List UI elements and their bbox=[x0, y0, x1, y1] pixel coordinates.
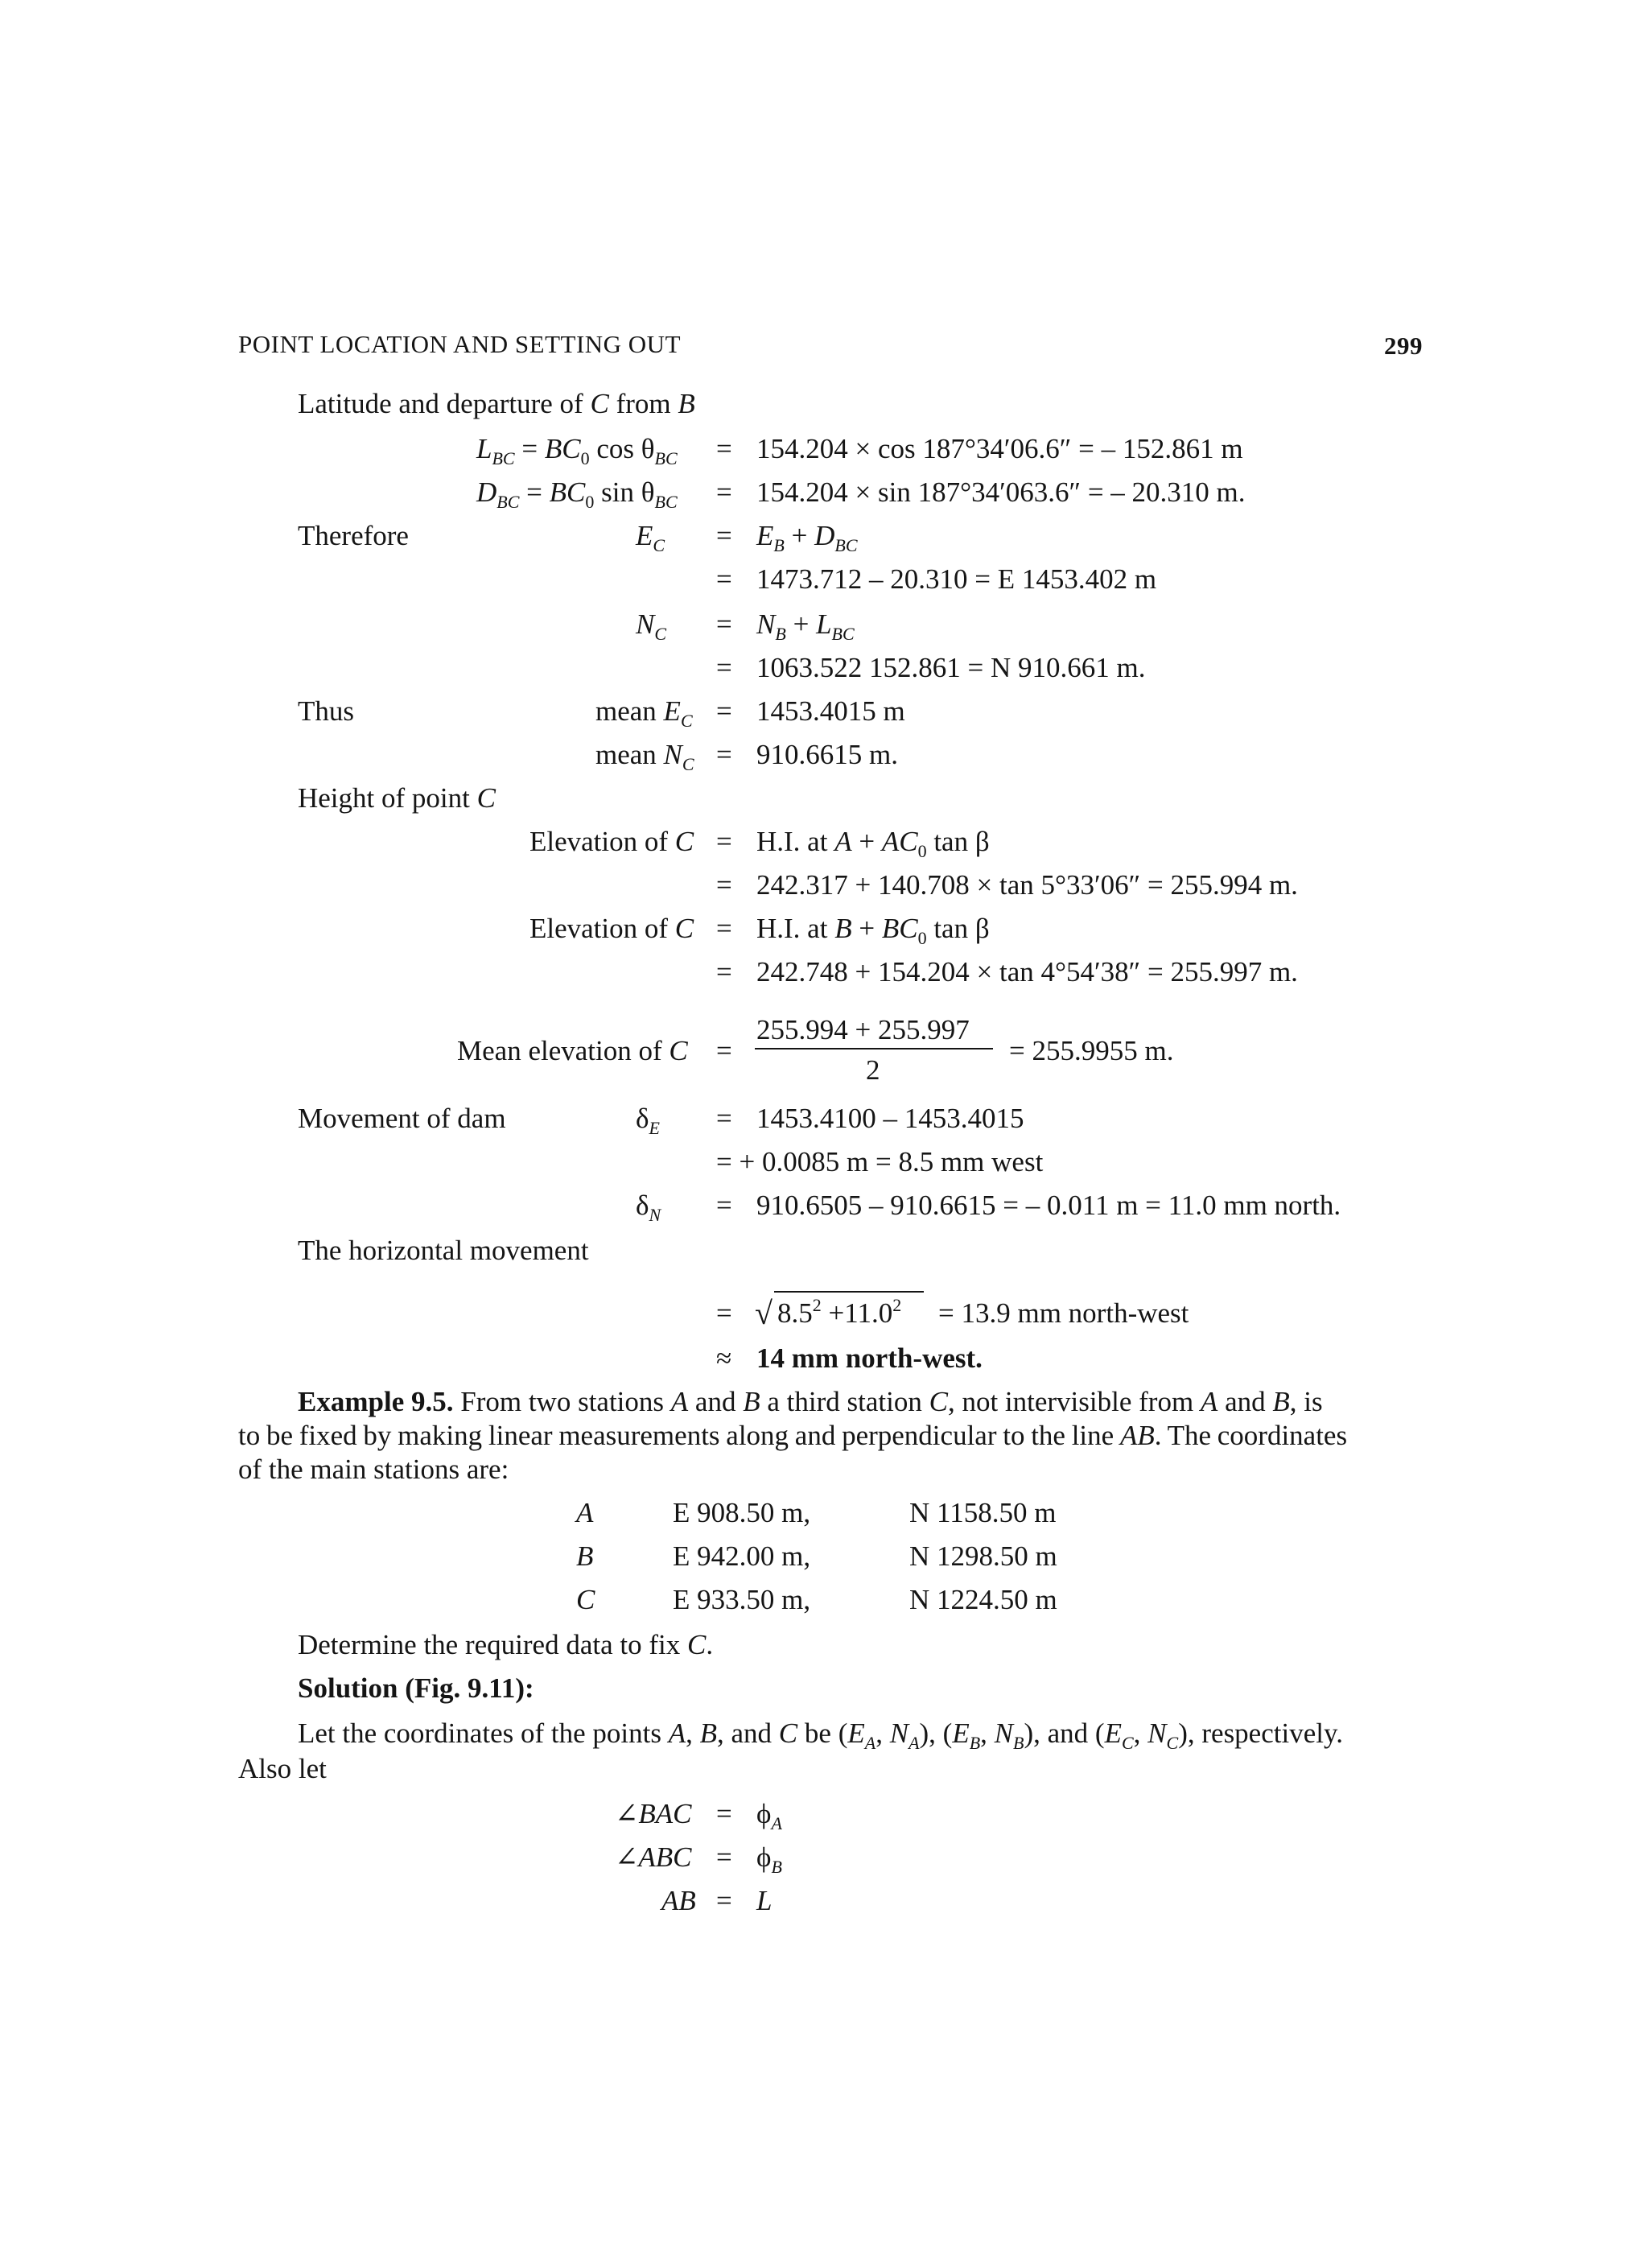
eq-sign: = bbox=[716, 956, 732, 988]
eq-sign: = bbox=[716, 652, 732, 683]
station-easting: E 933.50 m, bbox=[673, 1584, 811, 1615]
mean-nc-value: 910.6615 m. bbox=[756, 739, 898, 770]
thus-label: Thus bbox=[298, 695, 354, 727]
angle-abc: ∠ABC bbox=[615, 1841, 692, 1873]
sqrt-result: = 13.9 mm north-west bbox=[938, 1297, 1189, 1329]
eq-sign: = bbox=[716, 739, 732, 770]
elev-a-lhs: Elevation of C bbox=[529, 826, 694, 857]
mean-ec-lhs: mean $E_C$ bbox=[595, 695, 693, 731]
eq-sign: = bbox=[716, 1841, 732, 1873]
mean-denominator: 2 bbox=[866, 1054, 880, 1086]
elev-b-lhs: Elevation of C bbox=[529, 913, 694, 944]
mean-numerator: 255.994 + 255.997 bbox=[756, 1014, 970, 1045]
ec-lhs: $E_C$ bbox=[636, 520, 665, 555]
mean-elev-lhs: Mean elevation of C bbox=[457, 1035, 688, 1066]
eq-sign: = bbox=[716, 1297, 732, 1329]
delta-e-lhs: $\delta_E$ bbox=[636, 1103, 660, 1138]
d-bc-rhs: 154.204 × sin 187°34′063.6″ = – 20.310 m. bbox=[756, 476, 1246, 508]
sqrt-radicand: $8.5^2 +11.0^2$ bbox=[777, 1295, 902, 1329]
l-bc-rhs: 154.204 × cos 187°34′06.6″ = – 152.861 m bbox=[756, 433, 1243, 464]
delta-n-lhs: $\delta_N$ bbox=[636, 1190, 661, 1225]
delta-e-line1: 1453.4100 – 1453.4015 bbox=[756, 1103, 1024, 1134]
ab-label: AB bbox=[661, 1885, 696, 1916]
running-title: POINT LOCATION AND SETTING OUT bbox=[238, 330, 682, 358]
example-line1: Example 9.5. From two stations A and B a third station C, not intervisible from A and B, is bbox=[298, 1386, 1323, 1417]
sqrt-icon: √ bbox=[755, 1295, 772, 1331]
eq-sign: = bbox=[716, 1190, 732, 1221]
eq-sign: = bbox=[716, 1035, 732, 1066]
ec-line2: 1473.712 – 20.310 = E 1453.402 m bbox=[756, 563, 1157, 595]
mean-nc-lhs: mean $N_C$ bbox=[595, 739, 694, 774]
movement-label: Movement of dam bbox=[298, 1103, 506, 1134]
approx-icon: ≈ bbox=[716, 1342, 732, 1374]
example-line3: of the main stations are: bbox=[238, 1454, 509, 1485]
eq-sign: = bbox=[716, 563, 732, 595]
solution-label: Solution (Fig. 9.11): bbox=[298, 1672, 534, 1704]
station-northing: N 1158.50 m bbox=[909, 1497, 1057, 1528]
height-heading: Height of point C bbox=[298, 782, 496, 814]
station-easting: E 908.50 m, bbox=[673, 1497, 811, 1528]
elev-a-rhs: H.I. at $A + AC_0$ tan β bbox=[756, 826, 990, 861]
station-name: B bbox=[576, 1540, 594, 1572]
fraction-bar bbox=[755, 1048, 993, 1049]
horizontal-label: The horizontal movement bbox=[298, 1235, 589, 1266]
let-line1: Let the coordinates of the points A, B, and C be ($E_A$, $N_A$), ($E_B$, $N_B$), and ($E_C$, $N_C$), respectively. bbox=[298, 1717, 1343, 1753]
angle-bac: ∠BAC bbox=[615, 1798, 692, 1829]
example-title: Example 9.5. bbox=[298, 1386, 454, 1417]
elev-a-line2: 242.317 + 140.708 × tan 5°33′06″ = 255.994 m. bbox=[756, 869, 1298, 901]
eq-sign: = bbox=[716, 476, 732, 508]
eq-sign: = bbox=[716, 1103, 732, 1134]
mean-result: = 255.9955 m. bbox=[1009, 1035, 1174, 1066]
delta-n-line: 910.6505 – 910.6615 = – 0.011 m = 11.0 mm north. bbox=[756, 1190, 1341, 1221]
example-line2: to be fixed by making linear measurements along and perpendicular to the line AB. The coordinates bbox=[238, 1420, 1348, 1451]
elev-b-line2: 242.748 + 154.204 × tan 4°54′38″ = 255.997 m. bbox=[756, 956, 1298, 988]
eq-sign: = bbox=[716, 913, 732, 944]
eq-sign: = bbox=[716, 1885, 732, 1916]
latdep-heading: Latitude and departure of C from B bbox=[298, 388, 695, 419]
delta-e-line2: = + 0.0085 m = 8.5 mm west bbox=[716, 1146, 1044, 1177]
station-easting: E 942.00 m, bbox=[673, 1540, 811, 1572]
l-symbol: L bbox=[756, 1885, 772, 1916]
let-line2: Also let bbox=[238, 1753, 327, 1784]
d-bc-lhs: $D_{BC} = BC_0$ $\sin \theta_{BC}$ bbox=[476, 476, 678, 512]
page-number: 299 bbox=[1384, 332, 1423, 360]
phi-a: $\phi_A$ bbox=[756, 1798, 782, 1833]
eq-sign: = bbox=[716, 608, 732, 640]
station-northing: N 1298.50 m bbox=[909, 1540, 1057, 1572]
ec-rhs: $E_B + D_{BC}$ bbox=[756, 520, 858, 555]
sqrt-vinculum bbox=[774, 1291, 924, 1293]
eq-sign: = bbox=[716, 520, 732, 551]
eq-sign: = bbox=[716, 826, 732, 857]
phi-b: $\phi_B$ bbox=[756, 1841, 782, 1877]
mean-ec-value: 1453.4015 m bbox=[756, 695, 905, 727]
eq-sign: = bbox=[716, 695, 732, 727]
nc-line2: 1063.522 152.861 = N 910.661 m. bbox=[756, 652, 1146, 683]
station-northing: N 1224.50 m bbox=[909, 1584, 1057, 1615]
therefore-label: Therefore bbox=[298, 520, 409, 551]
eq-sign: = bbox=[716, 433, 732, 464]
nc-lhs: $N_C$ bbox=[636, 608, 667, 644]
nc-rhs: $N_B + L_{BC}$ bbox=[756, 608, 855, 644]
station-name: C bbox=[576, 1584, 595, 1615]
l-bc-lhs: $L_{BC} = BC_0$ $\cos \theta_{BC}$ bbox=[476, 433, 678, 468]
elev-b-rhs: H.I. at $B + BC_0$ tan β bbox=[756, 913, 990, 948]
station-name: A bbox=[576, 1497, 594, 1528]
approx-result: 14 mm north-west. bbox=[756, 1342, 983, 1374]
eq-sign: = bbox=[716, 869, 732, 901]
determine-text: Determine the required data to fix C. bbox=[298, 1629, 714, 1660]
eq-sign: = bbox=[716, 1798, 732, 1829]
